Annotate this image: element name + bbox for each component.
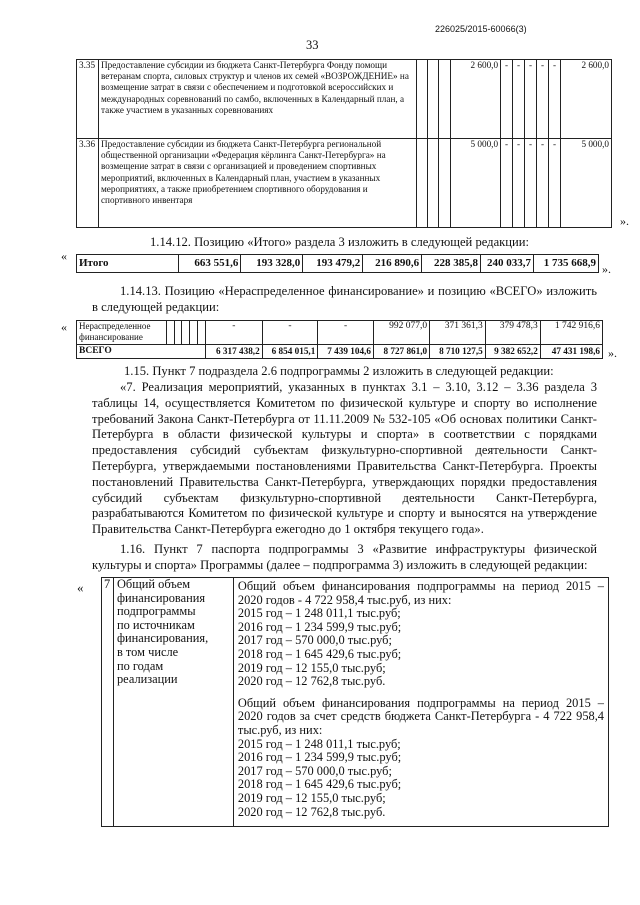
row-description: Предоставление субсидии из бюджета Санкт-Петербурга Фонду помощи ветеранам спорта, силовых структур и членов их семей «ВОЗРОЖДЕНИЕ» на возмещение затрат в связи с обеспечением и подготовкой всероссийских и международных соревнований по самбо, включенных в Календарный план, а также участием в указанных соревнованиях — [98, 60, 416, 139]
close-quote: ». — [602, 262, 611, 276]
row-number: 3.36 — [77, 139, 99, 228]
financing-year: 2017 год – 570 000,0 тыс.руб; — [237, 633, 392, 648]
open-quote: « — [77, 580, 84, 595]
unallocated-table — [76, 320, 603, 359]
table-row: Итого 663 551,6 193 328,0 193 479,2 216 890,6 228 385,8 240 033,7 1 735 668,9 — [77, 255, 599, 273]
row-number: 7 — [102, 578, 114, 827]
passport-label: Общий объем финансирования подпрограммы по источникам финансирования, в том числе по годам реализации — [113, 578, 233, 827]
page-number: 33 — [306, 38, 319, 52]
financing-year: 2018 год – 1 645 429,6 тыс.руб; — [237, 777, 402, 792]
close-quote: ». — [620, 214, 629, 228]
financing-year: 2020 год – 12 762,8 тыс.руб. — [237, 804, 386, 819]
table-row: ВСЕГО 6 317 438,2 6 854 015,1 7 439 104,6 8 727 861,0 8 710 127,5 9 382 652,2 47 431 198,6 — [77, 345, 603, 359]
financing-year: 2019 год – 12 155,0 тыс.руб; — [237, 660, 386, 675]
paragraph-1-16: 1.16. Пункт 7 паспорта подпрограммы 3 «Развитие инфраструктуры физической культуры и спорта» Программы (далее – подпрограмма 3) изложить в следующей редакции: — [92, 542, 597, 572]
itogo-label: Итого — [77, 255, 179, 273]
value-total: 2 600,0 — [560, 60, 611, 139]
paragraph-1-15: 1.15. Пункт 7 подраздела 2.6 подпрограммы 2 изложить в следующей редакции: — [124, 364, 554, 378]
financing-year: 2018 год – 1 645 429,6 тыс.руб; — [237, 646, 402, 661]
financing-year: 2019 год – 12 155,0 тыс.руб; — [237, 790, 386, 805]
itogo-table — [76, 254, 599, 273]
financing-year: 2015 год – 1 248 011,1 тыс.руб; — [237, 736, 401, 751]
open-quote: « — [61, 320, 67, 334]
row-description: Предоставление субсидии из бюджета Санкт-Петербурга региональной общественной организации «Федерация кёрлинга Санкт-Петербурга» на возмещение затрат в связи с организацией и проведением спортивных мероприятий, включенных в Календарный план, участием в указанных мероприятиях, а также приобретением спортивного оборудования и спортивного инвентаря — [98, 139, 416, 228]
financing-year: 2015 год – 1 248 011,1 тыс.руб; — [237, 606, 401, 621]
financing-intro-budget: Общий объем финансирования подпрограммы на период 2015 – 2020 годов за счет средств бюджета Санкт-Петербурга - 4 722 958,4 тыс.руб, из них: — [237, 695, 604, 737]
financing-year: 2016 год – 1 234 599,9 тыс.руб; — [237, 750, 402, 765]
paragraph-1-14-12: 1.14.12. Позицию «Итого» раздела 3 изложить в следующей редакции: — [150, 235, 529, 249]
passport-financing-cell — [233, 578, 608, 827]
table-row: 3.35 Предоставление субсидии из бюджета Санкт-Петербурга Фонду помощи ветеранам спорта, силовых структур и членов их семей «ВОЗРОЖДЕНИЕ» на возмещение затрат в связи с обеспечением и подготовкой всероссийских и международных соревнований по самбо, включенных в Календарный план, а также участием в указанных соревнованиях 2 600,0 - - - - - 2 600,0 — [77, 60, 612, 139]
value-total: 5 000,0 — [560, 139, 611, 228]
table-row: 3.36 Предоставление субсидии из бюджета Санкт-Петербурга региональной общественной организации «Федерация кёрлинга Санкт-Петербурга» на возмещение затрат в связи с организацией и проведением спортивных мероприятий, включенных в Календарный план, участием в указанных мероприятиях, а также приобретением спортивного оборудования и спортивного инвентаря 5 000,0 - - - - - 5 000,0 — [77, 139, 612, 228]
paragraph-1-14-13: 1.14.13. Позицию «Нераспределенное финансирование» и позицию «ВСЕГО» изложить в следующей редакции: — [92, 284, 597, 314]
row-label: Нераспределенное финансирование — [77, 321, 167, 345]
financing-intro-total: Общий объем финансирования подпрограммы на период 2015 – 2020 годов - 4 722 958,4 тыс.руб, из них: — [237, 579, 604, 607]
open-quote: « — [61, 249, 67, 263]
table-row: Нераспределенное финансирование - - - 992 077,0 371 361,3 379 478,3 1 742 916,6 — [77, 321, 603, 345]
table-row — [102, 578, 609, 827]
passport-table — [101, 577, 609, 827]
financing-year: 2017 год – 570 000,0 тыс.руб; — [237, 763, 392, 778]
financing-year: 2020 год – 12 762,8 тыс.руб. — [237, 674, 386, 689]
value-2015: 2 600,0 — [451, 60, 501, 139]
value-2015: 5 000,0 — [451, 139, 501, 228]
row-number: 3.35 — [77, 60, 99, 139]
financing-year: 2016 год – 1 234 599,9 тыс.руб; — [237, 619, 402, 634]
paragraph-7-text: «7. Реализация мероприятий, указанных в пунктах 3.1 – 3.10, 3.12 – 3.36 раздела 3 таблицы 14, осуществляется Комитетом по физической культуре и спорту во исполнение требований Закона Санкт-Петербурга от 11.11.2009 № 532-105 «Об основах политики Санкт-Петербурга в области физической культуры и спорта» в соответствии с порядками предоставления субсидий субъектам физкультурно-спортивной деятельности Санкт-Петербурга, утверждаемыми постановлениями Правительства Санкт-Петербурга. Проекты постановлений Правительства Санкт-Петербурга, утверждающих порядки предоставления субсидий субъектам физкультурно-спортивной деятельности Санкт-Петербурга, разрабатываются Комитетом по физической культуре и спорту и выносятся на утверждение Правительства Санкт-Петербурга ежегодно до 1 октября текущего года». — [92, 380, 597, 537]
row-label: ВСЕГО — [77, 345, 206, 359]
subsidies-table — [76, 59, 612, 228]
close-quote: ». — [608, 346, 617, 360]
document-number: 226025/2015-60066(3) — [435, 24, 527, 34]
